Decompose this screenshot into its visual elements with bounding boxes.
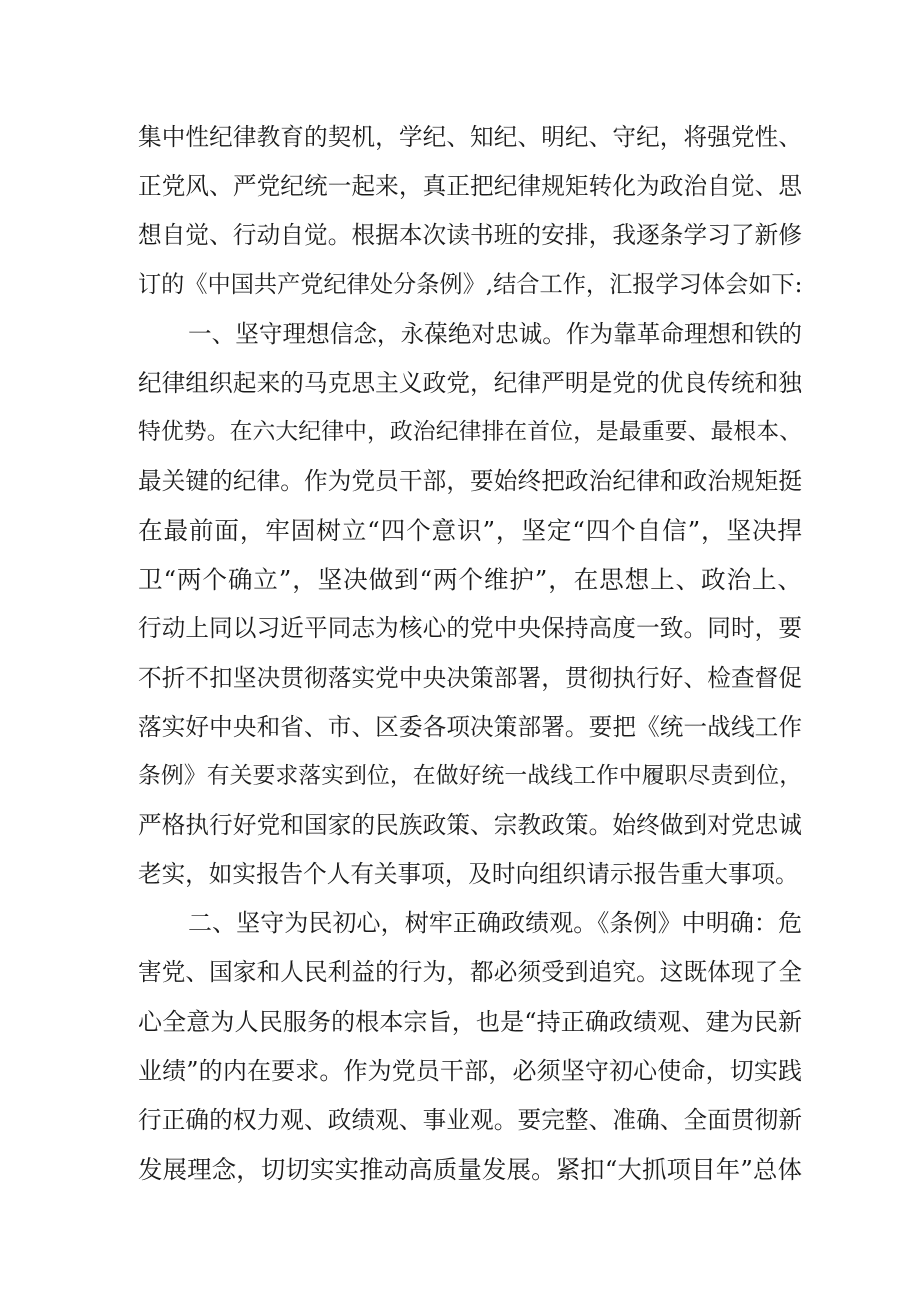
text-line: 发展理念，切切实实推动高质量发展。紧扣“大抓项目年”总体 — [138, 1154, 802, 1184]
text-line: 条例》有关要求落实到位，在做好统一战线工作中履职尽责到位， — [138, 762, 802, 789]
section-heading-line: 二、坚守为民初心，树牢正确政绩观。《条例》中明确：危 — [188, 909, 802, 938]
text-line: 落实好中央和省、市、区委各项决策部署。要把《统一战线工作 — [138, 712, 802, 741]
document-body — [138, 113, 802, 1194]
text-line: 最关键的纪律。作为党员干部，要始终把政治纪律和政治规矩挺 — [138, 466, 802, 495]
text-line: 心全意为人民服务的根本宗旨，也是“持正确政绩观、建为民新 — [138, 1007, 802, 1036]
text-line: 在最前面，牢固树立“四个意识”，坚定“四个自信”，坚决捍 — [138, 516, 802, 546]
text-line: 特优势。在六大纪律中，政治纪律排在首位，是最重要、最根本、 — [138, 418, 802, 445]
text-line: 业绩”的内在要求。作为党员干部，必须坚守初心使命，切实践 — [138, 1056, 802, 1085]
text-line: 害党、国家和人民利益的行为，都必须受到追究。这既体现了全 — [138, 958, 802, 987]
text-line: 不折不扣坚决贯彻落实党中央决策部署，贯彻执行好、检查督促 — [138, 663, 802, 692]
text-line: 行动上同以习近平同志为核心的党中央保持高度一致。同时，要 — [138, 614, 802, 643]
text-line: 卫“两个确立”，坚决做到“两个维护”，在思想上、政治上、 — [138, 565, 802, 595]
text-line: 正党风、严党纪统一起来，真正把纪律规矩转化为政治自觉、思 — [138, 172, 802, 201]
text-line: 想自觉、行动自觉。根据本次读书班的安排，我逐条学习了新修 — [138, 221, 802, 250]
section-heading-line: 一、坚守理想信念，永葆绝对忠诚。作为靠革命理想和铁的 — [188, 319, 802, 348]
text-line: 订的《中国共产党纪律处分条例》,结合工作，汇报学习体会如下: — [138, 271, 803, 299]
text-line: 严格执行好党和国家的民族政策、宗教政策。始终做到对党忠诚 — [138, 810, 802, 839]
text-line: 集中性纪律教育的契机，学纪、知纪、明纪、守纪，将强党性、 — [138, 123, 802, 151]
text-line: 老实，如实报告个人有关事项，及时向组织请示报告重大事项。 — [138, 860, 799, 889]
text-line: 纪律组织起来的马克思主义政党，纪律严明是党的优良传统和独 — [138, 368, 802, 397]
text-line: 行正确的权力观、政绩观、事业观。要完整、准确、全面贯彻新 — [138, 1105, 802, 1134]
